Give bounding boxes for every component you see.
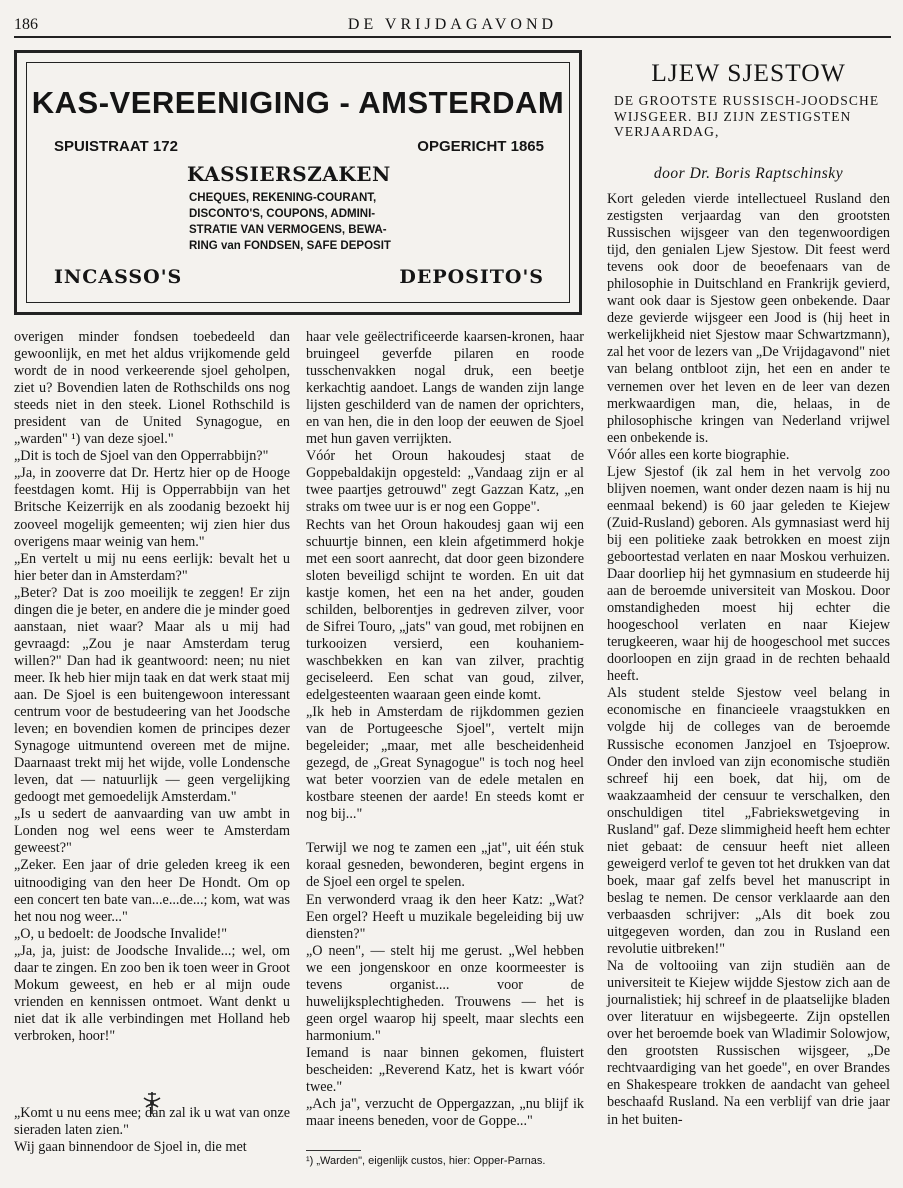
- ad-deposito: DEPOSITO'S: [399, 266, 544, 288]
- ad-services: [189, 190, 409, 254]
- paragraph: Als student stelde Sjestow veel belang in economische en financieele vraagstukken en volgde hij de colleges van de beroemde Russische economen Janzjoel en Tsjoeprow. Onder den invloed van zijn economische studiën schreef hij een boek, dat hij, om de waakzaamheid der censuur te verschalken, den onschuldigen titel „Fabriekswetgeving in Rusland" gaf. Deze slimmigheid heeft hem echter niet gebaat: de censuur heeft niet alleen geweigerd verlof te geven tot het drukken van dat boek, maar gaf zelfs bevel het manuscript in beslag te nemen. De censor verklaarde aan den verbaasden schrijver: „Als dit boek zou uitgegeven worden, dan zou in Rusland een revolutie uitbreken!": [607, 685, 890, 958]
- ad-subtitle: KASSIERSZAKEN: [187, 162, 391, 186]
- ornament-icon: [139, 1090, 165, 1116]
- article-subtitle: DE GROOTSTE RUSSISCH-JOODSCHE WIJSGEER. BIJ ZIJN ZESTIGSTEN VERJAARDAG,: [614, 93, 880, 139]
- paragraph: „Dit is toch de Sjoel van den Opperrabbijn?": [14, 448, 269, 465]
- ad-service-line: CHEQUES, REKENING-COURANT,: [189, 192, 377, 204]
- ad-established: OPGERICHT 1865: [417, 138, 544, 155]
- paragraph: En verwonderd vraag ik den heer Katz: „Wat? Een orgel? Heeft u muzikale begeleiding bij uw diensten?": [306, 891, 584, 942]
- paragraph: Kort geleden vierde intellectueel Rusland den zestigsten verjaardag van den grootsten Russischen wijsgeer van den tegenwoordigen tijd, den genialen Ljew Sjestow. Dit feest werd tevens ook door de beoefenaars van de philosophie in Duitschland en Frankrijk gevierd, want ook daar is Sjestow geen onbekende. Daar deze gevierde wijsgeer een Jood is (hij heet in werkelijkheid niet Sjestow maar Schwartzmann), zal het voor de lezers van „De Vrijdagavond" niet van belang ontbloot zijn, het een en ander te vernemen over het leven en de leer van dezen merkwaardigen man, die, helaas, in de philosophische kringen van Nederland vrijwel een onbekende is.: [607, 191, 890, 446]
- footnote-rule: [306, 1150, 361, 1151]
- footnote: ¹) „Warden", eigenlijk custos, hier: Opper-Parnas.: [306, 1155, 546, 1167]
- ad-service-line: DISCONTO'S, COUPONS, ADMINI-: [189, 208, 376, 220]
- paragraph: Terwijl we nog te zamen een „jat", uit één stuk koraal gesneden, bewonderen, begint ergens in de Sjoel een orgel te spelen.: [306, 840, 584, 891]
- paragraph: „Ik heb in Amsterdam de rijkdommen gezien van de Portugeesche Sjoel", vertelt mijn begeleider; „maar, met alle bescheidenheid gezegd, de „Great Synagogue" is toch nog heel wat beter voorzien van de edele metalen en kostbare steenen der aarde! En steeds komt er nog bij...": [306, 704, 584, 823]
- paragraph: „Ja, ja, juist: de Joodsche Invalide...; wel, om daar te zingen. En zoo ben ik toen weer in Groot Mokum geweest, en heb er al mijn oude vrienden en kennissen ontmoet. Want denkt u niet dat ik alle verbindingen met Holland heb verbroken, hoor!": [14, 942, 290, 1044]
- paragraph: „O, u bedoelt: de Joodsche Invalide!": [14, 925, 228, 942]
- journal-title: DE VRIJDAGAVOND: [347, 16, 558, 33]
- paragraph: „Beter? Dat is zoo moeilijk te zeggen! Er zijn dingen die je beter, en andere die je minder goed aanstaan, niet waar? Maar als u mij had gevraagd: „Zou je naar Amsterdam terug willen?" Dan had ik geantwoord: neen; nu niet meer. Ik heb hier mijn taak en dat werk staat mij aan. De Sjoel is een buitengewoon interessant centrum voor de bestudeering van het Joodsche leven; en bovendien komen de principes dezer Synagoge uitmuntend overeen met de mijne. Daarnaast trekt mij het wijde, volle Londensche leven, dat — natuurlijk — geen vergelijking gedoogt met gemoedelijk Amsterdam.": [14, 584, 290, 806]
- paragraph: „Komt u nu eens mee; dan zal ik u wat van onze sieraden laten zien.": [14, 1104, 290, 1139]
- paragraph: overigen minder fondsen toebedeeld dan gewoonlijk, en met het aldus vrijkomende geld wordt de in nood verkeerende sjoel geholpen, ziet u? Bovendien laten de Rothschilds ons nog steeds niet in den steek. Lionel Rothschild is president van de United Synagogue, en „warden" ¹) van deze sjoel.": [14, 329, 290, 448]
- article-byline: door Dr. Boris Raptschinsky: [653, 165, 844, 182]
- paragraph: Iemand is naar binnen gekomen, fluistert bescheiden: „Reverend Katz, het is kwart vóór twee.": [306, 1044, 584, 1096]
- section-gap: [306, 823, 584, 840]
- paragraph: Rechts van het Oroun hakoudesj gaan wij een schuurtje binnen, een klein afgetimmerd hokje met een soort aanrecht, dat door geen bizondere sloten beveiligd schijnt te worden. En uit dat kastje komen, het een na het ander, gouden schilden, belborentjes in gedreven zilver, voor de Sifrei Touro, „jats" van goud, met robijnen en turkooizen versierd, een kouhaniem-waschbekken en kan van zilver, prachtig geciseleerd. Een schat van goud, zilver, edelgesteenten waaraan geen einde komt.: [306, 516, 584, 703]
- ad-title: KAS-VEREENIGING - AMSTERDAM: [31, 85, 565, 120]
- paragraph: haar vele geëlectrificeerde kaarsen-kronen, haar bruingeel geverfde pilaren en roode tusschenvakken nogal druk, een beetje kerkachtig aandoet. Langs de wanden zijn lange lijsten geschilderd van de namen der oprichters, en van hen, die in den loop der eeuwen de Sjoel met hun gaven verrijkten.: [306, 329, 584, 448]
- advertisement: [14, 50, 582, 315]
- text-column-1: [14, 329, 290, 1156]
- paragraph: Vóór alles een korte biographie.: [607, 446, 790, 463]
- ad-service-line: STRATIE VAN VERMOGENS, BEWA-: [189, 224, 387, 236]
- paragraph: Na de voltooiing van zijn studiën aan de universiteit te Kiejew wijdde Sjestow zich aan de journalistiek; hij schreef in de plaatselijke bladen over literatuur en wijsbegeerte. Zijn opstellen over het beroemde boek van Wladimir Solowjow, den grootsten Russischen wijsgeer, „De rechtvaardiging van het goede", en over Brandes en Shakespeare trokken de aandacht van geheel beschaafd Rusland. Na een verblijf van drie jaar in het buiten-: [607, 958, 890, 1128]
- paragraph: „Ja, in zooverre dat Dr. Hertz hier op de Hooge feestdagen komt. Hij is Opperrabbijn van het Britsche Keizerrijk en als zoodanig bezoekt hij zooveel mogelijk gemeenten; wij zien hier dus overigens maar weinig van hem.": [14, 465, 290, 550]
- paragraph: „En vertelt u mij nu eens eerlijk: bevalt het u hier beter dan in Amsterdam?": [14, 550, 290, 584]
- paragraph: „Ach ja", verzucht de Oppergazzan, „nu blijf ik maar ineens beneden, voor de Goppe...": [306, 1096, 584, 1130]
- page-number: 186: [14, 16, 38, 33]
- ad-address: SPUISTRAAT 172: [54, 138, 178, 155]
- ad-service-line: RING van FONDSEN, SAFE DEPOSIT: [189, 240, 391, 252]
- paragraph: „Zeker. Een jaar of drie geleden kreeg ik een uitnoodiging van den heer De Hondt. Om op een concert ten bate van...e...de...; kom, wat was het nou nog weer...": [14, 857, 290, 925]
- paragraph: Vóór het Oroun hakoudesj staat de Goppebaldakijn opgesteld: „Vandaag zijn er al twee paartjes getrouwd" zegt Gazzan Katz, „en straks om twee uur is er nog een Goppe".: [306, 448, 584, 516]
- ad-incasso: INCASSO'S: [54, 266, 183, 288]
- paragraph: Wij gaan binnendoor de Sjoel in, die met: [14, 1139, 247, 1156]
- paragraph: Ljew Sjestof (ik zal hem in het vervolg zoo blijven noemen, want onder dezen naam is hij nu eenmaal bekend) is 60 jaar geleden te Kiejew (Zuid-Rusland) geboren. Als gymnasiast werd hij bij een politieke zaak betrokken en moest zijn geboortestad verlaten en naar Moskou verhuizen. Daar doorliep hij het gymnasium en studeerde hij aan de beroemde universiteit van Moskou. Door omstandigheden moest hij echter die hoogeschool verlaten en naar Kiejew terugkeeren, waar hij de hoogeschool met succes doorloopen en zijn graad in de rechten behaald heeft.: [607, 463, 890, 685]
- text-column-3: [607, 191, 890, 1129]
- advertisement-inner-frame: [26, 62, 570, 303]
- page-header: [14, 14, 891, 38]
- paragraph: „O neen", — stelt hij me gerust. „Wel hebben we een jongenskoor en onze koormeester is tevens organist.... voor de huwelijksplechtigheden. Trouwens — het is geen orgel waarop hij speelt, maar slechts een harmonium.": [306, 942, 584, 1044]
- paragraph: „Is u sedert de aanvaarding van uw ambt in Londen nog wel eens weer te Amsterdam geweest?": [14, 806, 290, 857]
- text-column-2: [306, 329, 584, 1130]
- article-title: LJEW SJESTOW: [651, 58, 846, 87]
